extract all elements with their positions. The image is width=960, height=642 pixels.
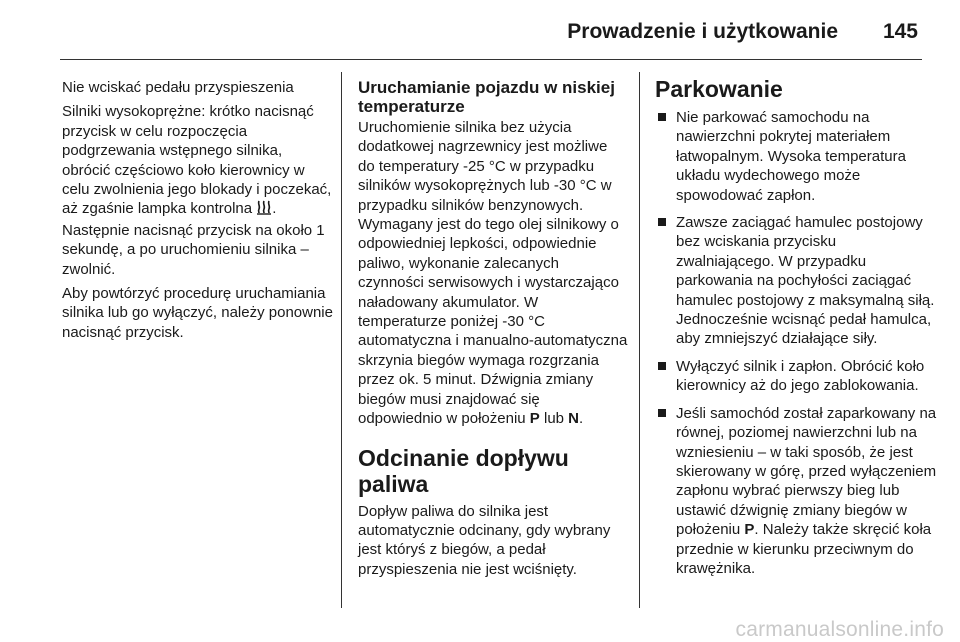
list-item-text: Zawsze zaciągać hamulec postojowy bez wciskania przycisku zwalniającego. W przypadku parkowania na pochyłości zaciągać hamulec postojowy z maksymalną siłą. Jednocześnie wcisnąć pedał hamulca, aby zmniejszyć działające siły. (676, 214, 935, 348)
list-item-text-end: . Należy także skręcić koła przednie w kierunku przeciwnym do krawężnika. (676, 521, 932, 577)
paragraph-diesel-start (62, 102, 334, 279)
watermark: carmanualsonline.info (735, 618, 944, 641)
cold-start-text: Uruchomienie silnika bez użycia dodatkowej nagrzewnicy jest możliwe do temperatury -25 °C w przypadku silników wysokoprężnych lub -30 °C w przypadku silników benzynowych. Wymagany jest do tego olej silnikowy o odpowiedniej lepkości, odpowiednie paliwo, wykonanie zalecanych czynności serwisowych i wystarczająco naładowany akumulator. W temperaturze poniżej -30 °C automatyczna i manualno-automatyczna skrzynia biegów wymaga rozgrzania przez ok. 5 minut. Dźwignia zmiany biegów musi znajdować się odpowiednio w położeniu (358, 119, 628, 428)
heading-cold-start: Uruchamianie pojazdu w niskiej temperaturze (358, 78, 615, 116)
diesel-start-text-end: . Następnie nacisnąć przycisk na około 1 sekundę, a po uruchomieniu silnika – zwolnić. (62, 200, 325, 278)
cold-start-end: . (579, 410, 584, 428)
list-item (655, 357, 937, 396)
paragraph-fuel-cutoff: Dopływ paliwa do silnika jest automatycznie odcinany, gdy wybrany jest któryś z biegów, a pedał przyspieszenia nie jest wciśnięty. (358, 502, 611, 578)
list-item (655, 108, 937, 205)
page-number: 145 (882, 20, 918, 43)
list-item-text: Wyłączyć silnik i zapłon. Obrócić koło kierownicy aż do jego zablokowania. (676, 357, 925, 395)
page-header (0, 0, 960, 60)
heading-parking: Parkowanie (655, 76, 783, 102)
gear-or-text: lub (539, 410, 569, 428)
column-divider-2 (639, 72, 640, 608)
header-divider (60, 59, 922, 60)
heading-fuel-cutoff: Odcinanie dopływu paliwa (358, 444, 569, 497)
column-3 (655, 78, 937, 586)
gear-n-label: N (568, 410, 580, 428)
list-item (655, 404, 937, 579)
paragraph-no-accelerator: Nie wciskać pedału przyspieszenia (62, 79, 294, 96)
paragraph-cold-start (358, 118, 628, 429)
bullet-square-icon (658, 113, 666, 121)
column-divider-1 (341, 72, 342, 608)
page-header-title: Prowadzenie i użytkowanie (567, 20, 838, 43)
list-item (655, 213, 937, 349)
list-item-text: Nie parkować samochodu na nawierzchni pokrytej materiałem łatwopalnym. Wysoka temperatura układu wydechowego może spowodować zapłon. (676, 109, 906, 204)
paragraph-repeat-procedure: Aby powtórzyć procedurę uruchamiania silnika lub go wyłączyć, należy ponownie nacisnąć przycisk. (62, 285, 333, 341)
bullet-square-icon (658, 218, 666, 226)
list-item-text: Jeśli samochód został zaparkowany na równej, poziomej nawierzchni lub na wzniesieniu – w taki sposób, że jest skierowany w górę, przed wyłączeniem zapłonu wybrać pierwszy bieg lub ustawić dźwignię zmiany biegów w położeniu (676, 404, 937, 539)
column-1 (62, 78, 334, 347)
diesel-start-text: Silniki wysokoprężne: krótko nacisnąć przycisk w celu rozpoczęcia podgrzewania wstępnego silnika, obrócić częściowo koło kierownicy w celu zwolnienia jego blokady i poczekać, aż zgaśnie lampka kontrolna (62, 103, 332, 218)
bullet-square-icon (658, 362, 666, 370)
gear-p-label: P (529, 410, 540, 428)
column-2 (358, 78, 628, 584)
bullet-square-icon (658, 409, 666, 417)
glow-plug-indicator-icon (256, 199, 272, 220)
gear-p-label: P (744, 521, 755, 539)
